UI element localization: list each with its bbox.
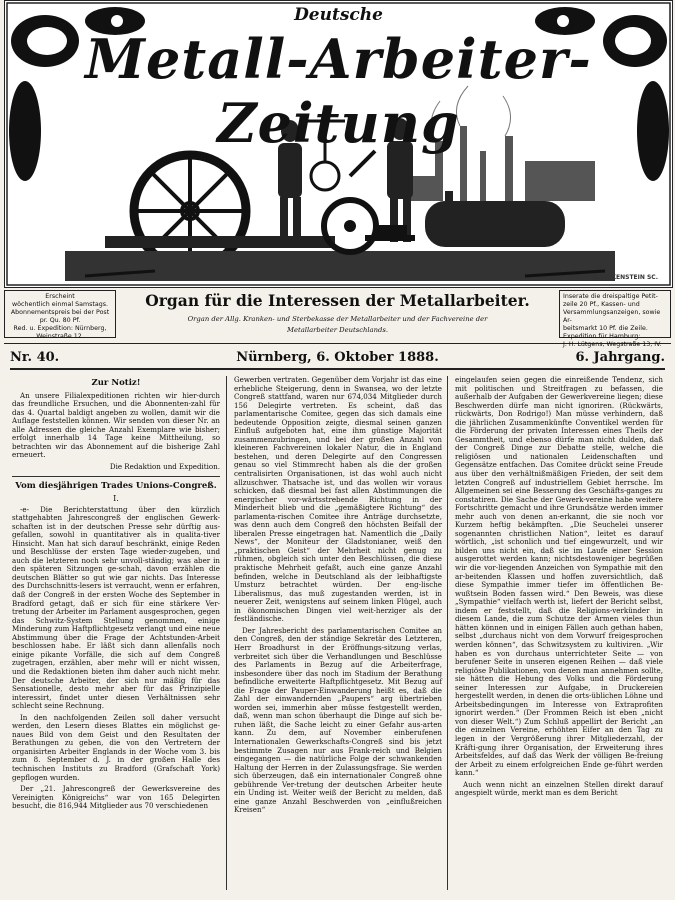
organ-title: Organ für die Interessen der Metallarbeiter. [145, 291, 530, 310]
column-rule [447, 376, 448, 890]
masthead [4, 0, 673, 288]
paragraph: -e- Die Berichterstattung über den kürzlich stattgehabten Jahrescongreß der englischen Gewerk-schaften ist in der deutschen Presse sehr dürftig aus-gefallen, sowohl in quantitativer als in qualita-tiver Hinsicht. Man hat sich darauf beschränkt, einige Reden und Beschlüsse der ersten Tage wieder-zugeben, und auch die letzteren noch sehr unvoll-ständig; was aber in den späteren Sitzungen ge-schah, davon erzählen die deutschen Blätter so gut wie gar nichts. Das Interesse des Durchschnitts-lesers ist verraucht, wenn er erfahren, daß der Congreß in der ersten Woche des September in Bradford getagt, daß er sich für eine stärkere Ver-tretung der Arbeiter im Parlament ausgesprochen, gegen das Schwitz-System Stellung genommen, einige Minderung zum Haftpflichtgesetz verlangt und eine neue Abstimmung über die Frage der Achtstunden-Arbeit beschlossen habe. Er läßt sich dann allenfalls noch einige pikante Vorfälle, die sich auf dem Congreß zugetragen, erzählen, aber mehr will er nicht wissen, und die Redaktionen bieten ihm daher auch nicht mehr. Der deutsche Arbeiter, der sich nur mäßig für das Sensationelle, desto mehr aber für das Prinzipielle interessirt, findet unter diesen Verhältnissen sehr schlecht seine Rechnung. [12, 504, 220, 711]
paragraph: Der „21. Jahrescongreß der Gewerksvereine des Vereinigten Königreichs“ war von 165 Delegirten besucht, die 816,944 Mitglieder aus 70 verschiedenen [12, 784, 220, 811]
engraver-signature: F.FALKENSTEIN SC. [593, 274, 658, 281]
organ-subtitle: Organ der Allg. Kranken- und Sterbekasse der Metallarbeiter und der Fachvereine der Metallarbeiter Deutschlands. [187, 315, 488, 334]
advertising-box: Inserate die dreispaltige Petit- zeile 20 Pf., Kassen- und Versammlungsanzeigen, sowie Ar- beitsmarkt 10 Pf. die Zeile. Expedition für Hamburg: J. H. Lütgens, Wegstraße 13, IV. [559, 290, 671, 338]
volume-year: 6. Jahrgang. [575, 350, 665, 365]
notice-signature: Die Redaktion und Expedition. [109, 461, 220, 471]
article-title: Vom diesjährigen Trades Unions-Congreß. [15, 481, 217, 492]
column-3 [455, 376, 663, 801]
notice-title: Zur Notiz! [91, 378, 141, 388]
issue-number: Nr. 40. [10, 350, 60, 365]
masthead-deutsche: Deutsche [294, 5, 383, 25]
notice-text: An unsere Filialexpeditionen richten wir hier-durch das freundliche Ersuchen, und die Abonnenten-zahl für das 4. Quartal baldigt angeben zu wollen, damit wir die Auflage feststellen können. Wir senden von dieser Nr. an alle Adressen die gleiche Anzahl Exemplare wie bisher; erfolgt innerhalb 14 Tage keine Mittheilung, so betrachten wir das Abonnement auf die bisherige Zahl erneuert. [12, 390, 220, 460]
paragraph: Auch wenn nicht an einzelnen Stellen direkt darauf angespielt würde, merkt man es dem Bericht [455, 779, 663, 798]
paragraph: eingelaufen seien gegen die einreißende Tendenz, sich mit politischen und Streitfragen zu befassen, die außerhalb der Aufgaben der Gewerkvereine liegen; diese Beschwerden dürfe man nicht ignoriren. (Rückwärts, rückwärts, Don Rodrigo!) Man müsse verhindern, daß die jährlichen Zusammenkünfte Conventikel werden für die Förderung der privaten Interessen eines Theils der Gesammtheit, und ebenso dürfe man nicht dulden, daß der Congreß Dinge zur Debatte stelle, welche die religiösen und nationalen Leidenschaften und Gegensätze entfachen. Das Comitee drückt seine Freude aus über den verhältnißmäßigen Frieden, der seit dem letzten Congreß auf industriellem Gebiet herrsche. Im Allgemeinen sei eine Besserung des Geschäfts-ganges zu constatiren. Die Sache der Gewerk-vereine habe weitere Fortschritte gemacht und ihre Grundsätze werden immer mehr auch von denen an-erkannt, die sie noch vor Kurzem heftig bekämpften. „Die Seuchelei unserer sogenannten christlichen Nation“, leitet es darauf wörtlich, „ist schonlich und tief eingewurzelt, und wir bilden uns nicht ein, daß sie im Laufe einer Session ausgerottet werden kann; nichtsdestoweniger begrüßen wir die vor-liegenden Anzeichen von Sympathie mit den ar-beitenden Klassen und hoffen zuversichtlich, daß diese Sympathie immer tiefer im öffentlichen Be-wußtsein Boden fassen wird.“ Den Beweis, was diese „Sympathie“ vielfach werth ist, liefert der Bericht selbst, indem er feststellt, daß die Religions-verkünder in diesem Lande, die zum Schutze der Armen vieles thun hätten können und in einigen Fällen auch gethan haben, selbst „durchaus nicht von dem Vorwurf freigesprochen werden können“, das Schwitzsystem zu kultiviren. „Wir haben es von durchaus unterrichteter Seite — von berufener Seite in unseren eigenen Reihen — daß viele religiöse Publikationen, von denen man annehmen sollte, sie hätten die Hebung des Volks und die Förderung seiner Interessen zur Aufgabe, in Druckereien hergestellt werden, in denen die orts-üblichen Löhne und Arbeitsbedingungen im Interesse von Extraprofiten ignorirt werden.“ (Der Frommen Reich ist eben „nicht von dieser Welt.“) Zum Schluß appellirt der Bericht „an die einzelnen Vereine, erhöhten Eifer an den Tag zu legen in der Vergrößerung ihrer Mitgliederzahl, der Kräfti-gung ihrer Organisation, der Erweiterung ihres Arbeitsfeldes, auf daß das Werk der völligen Be-freiung der Arbeit zu einem erfolgreichen Ende ge-führt werden kann.“ [455, 375, 663, 778]
masthead-title: Metall-Arbeiter-Zeitung [85, 27, 592, 155]
divider [12, 476, 220, 477]
subscription-box: Erscheint wöchentlich einmal Samstags. Abonnementspreis bei der Post pr. Qu. 80 Pf. Red. u. Expedition: Nürnberg, Weinstraße 12. [4, 290, 116, 338]
paragraph: In den nachfolgenden Zeilen soll daher versucht werden, den Lesern dieses Blattes ein möglichst ge-naues Bild von dem Geist und den Resultaten der Berathungen zu geben, die von den Vertretern der organisirten Arbeiter Englands in der Woche vom 3. bis zum 8. September d. J. in der großen Halle des technischen Instituts zu Bradford (Grafschaft York) gepflogen wurden. [12, 712, 220, 782]
article-part: I. [113, 494, 119, 504]
column-1 [12, 376, 220, 814]
paragraph: Der Jahresbericht des parlamentarischen Comitee an den Congreß, den der ständige Sekretär des Letzteren, Herr Broadhurst in der Eröffnungs-sitzung verlas, verbreitet sich über die Verhandlungen und Beschlüsse des Parlaments in Bezug auf die Arbeiterfrage, insbesondere über das noch im Stadium der Berathung befindliche erweiterte Haftpflichtgesetz. Mit Bezug auf die Frage der Pauper-Einwanderung heißt es, daß die Zahl der einwandernden „Paupers“ arg übertrieben worden sei, immerhin aber müsse festgestellt werden, daß, wenn man schon überhaupt die Dinge auf sich be-ruhen läßt, die Sache leicht zu einer Gefahr aus-arten kann. Zu dem, auf November einberufenen Internationalen Gewerkschafts-Congreß sind bis jetzt bestimmte Zusagen nur aus Frank-reich und Belgien eingegangen — die natürliche Folge der schwankenden Haltung der Herren in der Zulassungsfrage. Sie werden sich überzeugen, daß ein internationaler Congreß ohne gebührende Ver-tretung der deutschen Arbeiter heute ein Unding ist. Weiter weiß der Bericht zu melden, daß eine ganze Anzahl Beschwerden von „einflußreichen Kreisen“ [234, 625, 442, 815]
paragraph: Gewerben vertraten. Gegenüber dem Vorjahr ist das eine erhebliche Steigerung, denn in Swansea, wo der letzte Congreß stattfand, waren nur 674,034 Mitglieder durch 156 Delegirte vertreten. Es scheint, daß das parlamentarische Comitee, gegen das sich damals eine bedeutende Opposition zeigte, diesmal seinen ganzen Einfluß aufgeboten hat, eine ihm günstige Majorität zusammenzubringen, und bei der großen Anzahl von kleineren Fachvereinen lokaler Natur, die in England bestehen, und deren Delegirte auf den Congressen genau so viel Stimmrecht haben als die der großen centralisirten Organisationen, ist das wohl auch nicht allzuschwer. Thatsache ist, und das wollen wir voraus schicken, daß diesmal bei fast allen Abstimmungen die energischer vor-wärtsstrebende Richtung in der Minderheit blieb und die „gemäßigtere Richtung“ des parlamenta-rischen Comitee ihre Anträge durchsetzte, was denn auch dem Congreß den höchsten Beifall der liberalen Presse eingetragen hat. Namentlich die „Daily News“, der Moniteur der Gladstonianer, weiß den „praktischen Geist“ der Mehrheit nicht genug zu rühmen, obgleich sich unter den Beschlüssen, die diese praktische Mehrheit gefaßt, auch eine ganze Anzahl befinden, welche in Deutschland als der leibhaftigste Umsturz betrachtet würden. Der eng-lische Liberalismus, das muß zugestanden werden, ist in neuerer Zeit, wenigstens auf seinem linken Flügel, auch in ökonomischen Dingen viel weit-herziger als der festländische. [234, 375, 442, 624]
subheader [4, 287, 671, 348]
place-date: Nürnberg, 6. Oktober 1888. [236, 350, 439, 365]
column-2 [234, 376, 442, 818]
column-rule [226, 376, 227, 890]
dateline [10, 350, 665, 370]
